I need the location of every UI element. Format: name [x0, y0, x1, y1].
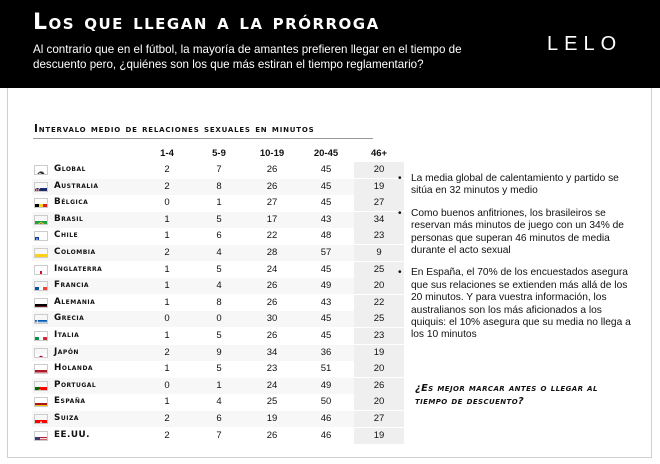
table-cell: 43 [320, 296, 332, 308]
table-cell: 45 [320, 313, 332, 325]
country-name: Japón [54, 346, 79, 357]
country-name: Portugal [54, 379, 97, 390]
column-header: 1-4 [160, 148, 174, 159]
portugal-flag-icon [34, 381, 48, 391]
country-name: Colombia [54, 247, 96, 257]
table-cell: 1 [164, 296, 170, 308]
table-cell: 51 [320, 363, 332, 375]
table-cell: 1 [164, 263, 170, 275]
table-cell: 0 [164, 379, 170, 391]
column-header: 10-19 [259, 148, 285, 159]
table-cell: 0 [164, 197, 170, 209]
table-cell: 9 [216, 346, 222, 358]
table-row [32, 411, 385, 427]
table-cell: 22 [266, 230, 278, 242]
table-cell: 34 [266, 346, 278, 358]
table-cell: 6 [216, 413, 222, 424]
table-cell: 27 [354, 411, 404, 427]
table-cell: 1 [164, 363, 170, 375]
table-cell: 0 [164, 313, 170, 325]
closing-question: ¿Es mejor marcar antes o llegar al tiempo de descuento? [415, 383, 598, 407]
table-cell: 19 [354, 179, 404, 195]
table-row [32, 262, 385, 278]
table-cell: 5 [216, 330, 222, 341]
spain-flag-icon [34, 397, 48, 407]
table-cell: 20 [354, 361, 404, 377]
table-cell: 25 [266, 396, 278, 408]
table-cell: 30 [266, 313, 278, 325]
table-cell: 26 [266, 429, 278, 441]
table-cell: 1 [164, 213, 170, 225]
table-cell: 26 [266, 164, 278, 175]
table-cell: 25 [354, 311, 404, 327]
table-cell: 19 [266, 413, 278, 424]
country-name: Suiza [54, 413, 79, 423]
globe-flag-icon [34, 165, 48, 175]
header-bar [0, 0, 660, 88]
table-cell: 46 [320, 429, 332, 441]
table-cell: 27 [266, 197, 278, 209]
table-cell: 5 [216, 263, 222, 275]
country-name: Chile [54, 230, 79, 241]
table-cell: 49 [320, 379, 332, 391]
table-cell: 2 [164, 164, 170, 175]
table-cell: 57 [320, 247, 332, 258]
table-cell: 17 [266, 213, 278, 225]
table-cell: 45 [320, 263, 332, 275]
page-subtitle: Al contrario que en el fútbol, la mayoría de amantes prefieren llegar en el tiempo de descuento pero, ¿quiénes son los que más estiran el tiempo reglamentario? [33, 43, 462, 71]
table-cell: 1 [164, 230, 170, 242]
belgium-flag-icon [34, 198, 48, 208]
table-cell: 20 [354, 162, 404, 178]
country-name: España [54, 396, 86, 407]
table-cell: 46 [320, 413, 332, 424]
table-title-divider [33, 138, 373, 139]
chile-flag-icon [34, 231, 48, 241]
country-name: Global [54, 164, 86, 174]
table-cell: 1 [164, 280, 170, 292]
country-name: Australia [54, 180, 99, 191]
table-row [32, 195, 385, 211]
table-cell: 49 [320, 280, 332, 292]
germany-flag-icon [34, 298, 48, 308]
table-cell: 2 [164, 429, 170, 441]
country-name: Francia [54, 280, 90, 291]
table-row [32, 328, 385, 344]
table-cell: 1 [216, 379, 222, 391]
table-row [32, 361, 385, 377]
table-title: Intervalo medio de relaciones sexuales en minutos [34, 123, 315, 135]
table-cell: 4 [216, 247, 222, 258]
table-cell: 20 [354, 278, 404, 294]
table-cell: 8 [216, 296, 222, 308]
switzerland-flag-icon [34, 414, 48, 424]
table-cell: 8 [216, 180, 222, 192]
usa-flag-icon [34, 431, 48, 441]
column-header: 5-9 [212, 148, 226, 159]
table-cell: 45 [320, 330, 332, 341]
table-row [32, 428, 385, 444]
table-cell: 45 [320, 164, 332, 175]
table-row [32, 162, 385, 178]
table-row [32, 212, 385, 228]
table-cell: 19 [354, 428, 404, 444]
table-row [32, 179, 385, 195]
note-item: • La media global de calentamiento y partido se sitúa en 32 minutos y medio [395, 173, 635, 198]
country-name: Brasil [54, 213, 84, 224]
table-cell: 2 [164, 180, 170, 192]
country-name: Holanda [54, 363, 94, 374]
table-cell: 4 [216, 280, 222, 292]
table-cell: 2 [164, 247, 170, 258]
brand-logo: LELO [547, 33, 623, 55]
column-header: 46+ [370, 148, 388, 159]
table-cell: 45 [320, 180, 332, 192]
table-cell: 26 [266, 180, 278, 192]
table-cell: 43 [320, 213, 332, 225]
table-cell: 26 [266, 296, 278, 308]
table-cell: 1 [216, 197, 222, 209]
notes-list [395, 173, 635, 352]
table-cell: 4 [216, 396, 222, 408]
column-header: 20-45 [313, 148, 339, 159]
colombia-flag-icon [34, 248, 48, 258]
table-cell: 27 [354, 195, 404, 211]
australia-flag-icon [34, 182, 48, 192]
table-row [32, 378, 385, 394]
table-row [32, 311, 385, 327]
table-cell: 34 [354, 212, 404, 228]
country-name: Alemania [54, 296, 96, 307]
country-name: Bélgica [54, 197, 89, 208]
table-cell: 7 [216, 164, 222, 175]
table-cell: 26 [266, 280, 278, 292]
country-name: Grecia [54, 313, 85, 324]
table-cell: 20 [354, 394, 404, 410]
table-cell: 45 [320, 197, 332, 209]
table-cell: 7 [216, 429, 222, 441]
country-name: EE.UU. [54, 429, 90, 440]
table-row [32, 295, 385, 311]
table-cell: 19 [354, 345, 404, 361]
table-cell: 23 [354, 328, 404, 344]
table-cell: 24 [266, 379, 278, 391]
table-cell: 5 [216, 213, 222, 225]
country-name: Inglaterra [54, 263, 103, 274]
table-cell: 26 [266, 330, 278, 341]
netherlands-flag-icon [34, 364, 48, 374]
table-row [32, 278, 385, 294]
table-cell: 1 [164, 396, 170, 408]
table-cell: 26 [354, 378, 404, 394]
england-flag-icon [34, 265, 48, 275]
italy-flag-icon [34, 331, 48, 341]
table-cell: 28 [266, 247, 278, 258]
table-cell: 23 [354, 228, 404, 244]
table-cell: 1 [164, 330, 170, 341]
table-cell: 2 [164, 346, 170, 358]
table-cell: 22 [354, 295, 404, 311]
brazil-flag-icon [34, 215, 48, 225]
note-item: • Como buenos anfitriones, los brasileiros se reservan más minutos de juego con un 34% de personas que superan 46 minutos de media durante el acto sexual [395, 208, 635, 258]
greece-flag-icon [34, 314, 48, 324]
table-cell: 24 [266, 263, 278, 275]
japan-flag-icon [34, 348, 48, 358]
table-cell: 2 [164, 413, 170, 424]
table-cell: 23 [266, 363, 278, 375]
table-cell: 9 [354, 245, 404, 261]
table-cell: 50 [320, 396, 332, 408]
table-cell: 5 [216, 363, 222, 375]
table-row [32, 245, 382, 261]
table-cell: 0 [216, 313, 222, 325]
note-item: • En España, el 70% de los encuestados asegura que sus relaciones se extienden más allá de los 20 minutos. Y para vuestra información, los australianos son los más aficionados a los quiquis: el 10% asegura que su media no llega a los 10 minutos [395, 267, 635, 341]
table-row [32, 394, 385, 410]
france-flag-icon [34, 281, 48, 291]
table-row [32, 345, 385, 361]
table-cell: 36 [320, 346, 332, 358]
page-title: Los que llegan a la prórroga [33, 10, 380, 35]
country-name: Italia [54, 330, 80, 340]
table-cell: 48 [320, 230, 332, 242]
table-cell: 25 [354, 262, 404, 278]
table-row [32, 228, 385, 244]
table-cell: 6 [216, 230, 222, 242]
